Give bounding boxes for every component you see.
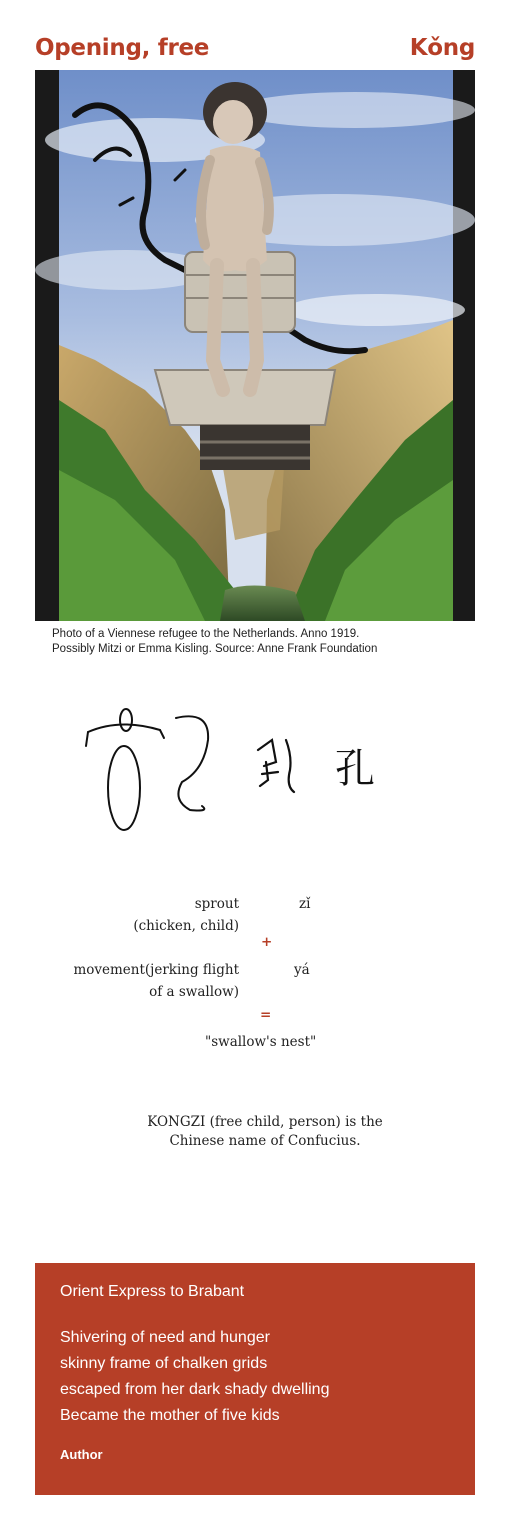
ancient-glyphs (80, 700, 420, 840)
poem-line: skinny frame of chalken grids (60, 1355, 268, 1372)
poem-line: escaped from her dark shady dwelling (60, 1381, 330, 1398)
seal-script-glyph (258, 740, 294, 792)
modern-character: 孔 (335, 746, 375, 792)
poem-line: Became the mother of five kids (60, 1407, 280, 1424)
caption-line-1: Photo of a Viennese refugee to the Netherlands. Anno 1919. (52, 628, 360, 640)
part2-pinyin: yá (294, 962, 310, 978)
part2-meaning-line2: of a swallow) (149, 984, 239, 1000)
photo-caption (52, 627, 472, 657)
character-evolution (80, 700, 420, 840)
caption-line-2: Possibly Mitzi or Emma Kisling. Source: Anne Frank Foundation (52, 643, 378, 655)
poem-title: Orient Express to Brabant (60, 1283, 245, 1300)
character-pinyin-title: Kǒng (409, 35, 475, 61)
oracle-bone-glyph (86, 709, 208, 830)
part1-meaning-line2: (chicken, child) (133, 918, 239, 934)
part1-pinyin: zǐ (299, 896, 311, 912)
etymology-block (0, 890, 510, 1060)
poem-author: Author (60, 1447, 103, 1462)
page-header (35, 28, 475, 68)
note-line-1: KONGZI (free child, person) is the (147, 1114, 383, 1130)
collage-illustration (35, 70, 475, 621)
part2-meaning-line1: movement(jerking flight (73, 962, 239, 978)
page-title: Opening, free (35, 35, 210, 61)
plus-sign: + (261, 934, 273, 950)
confucius-note (100, 1113, 430, 1151)
equals-sign: = (260, 1007, 272, 1023)
poem-box (35, 1263, 475, 1495)
collage-image (35, 70, 475, 621)
poem-line: Shivering of need and hunger (60, 1329, 270, 1346)
note-line-2: Chinese name of Confucius. (169, 1133, 361, 1149)
etymology-result: "swallow's nest" (205, 1034, 317, 1050)
part1-meaning-line1: sprout (194, 896, 239, 912)
